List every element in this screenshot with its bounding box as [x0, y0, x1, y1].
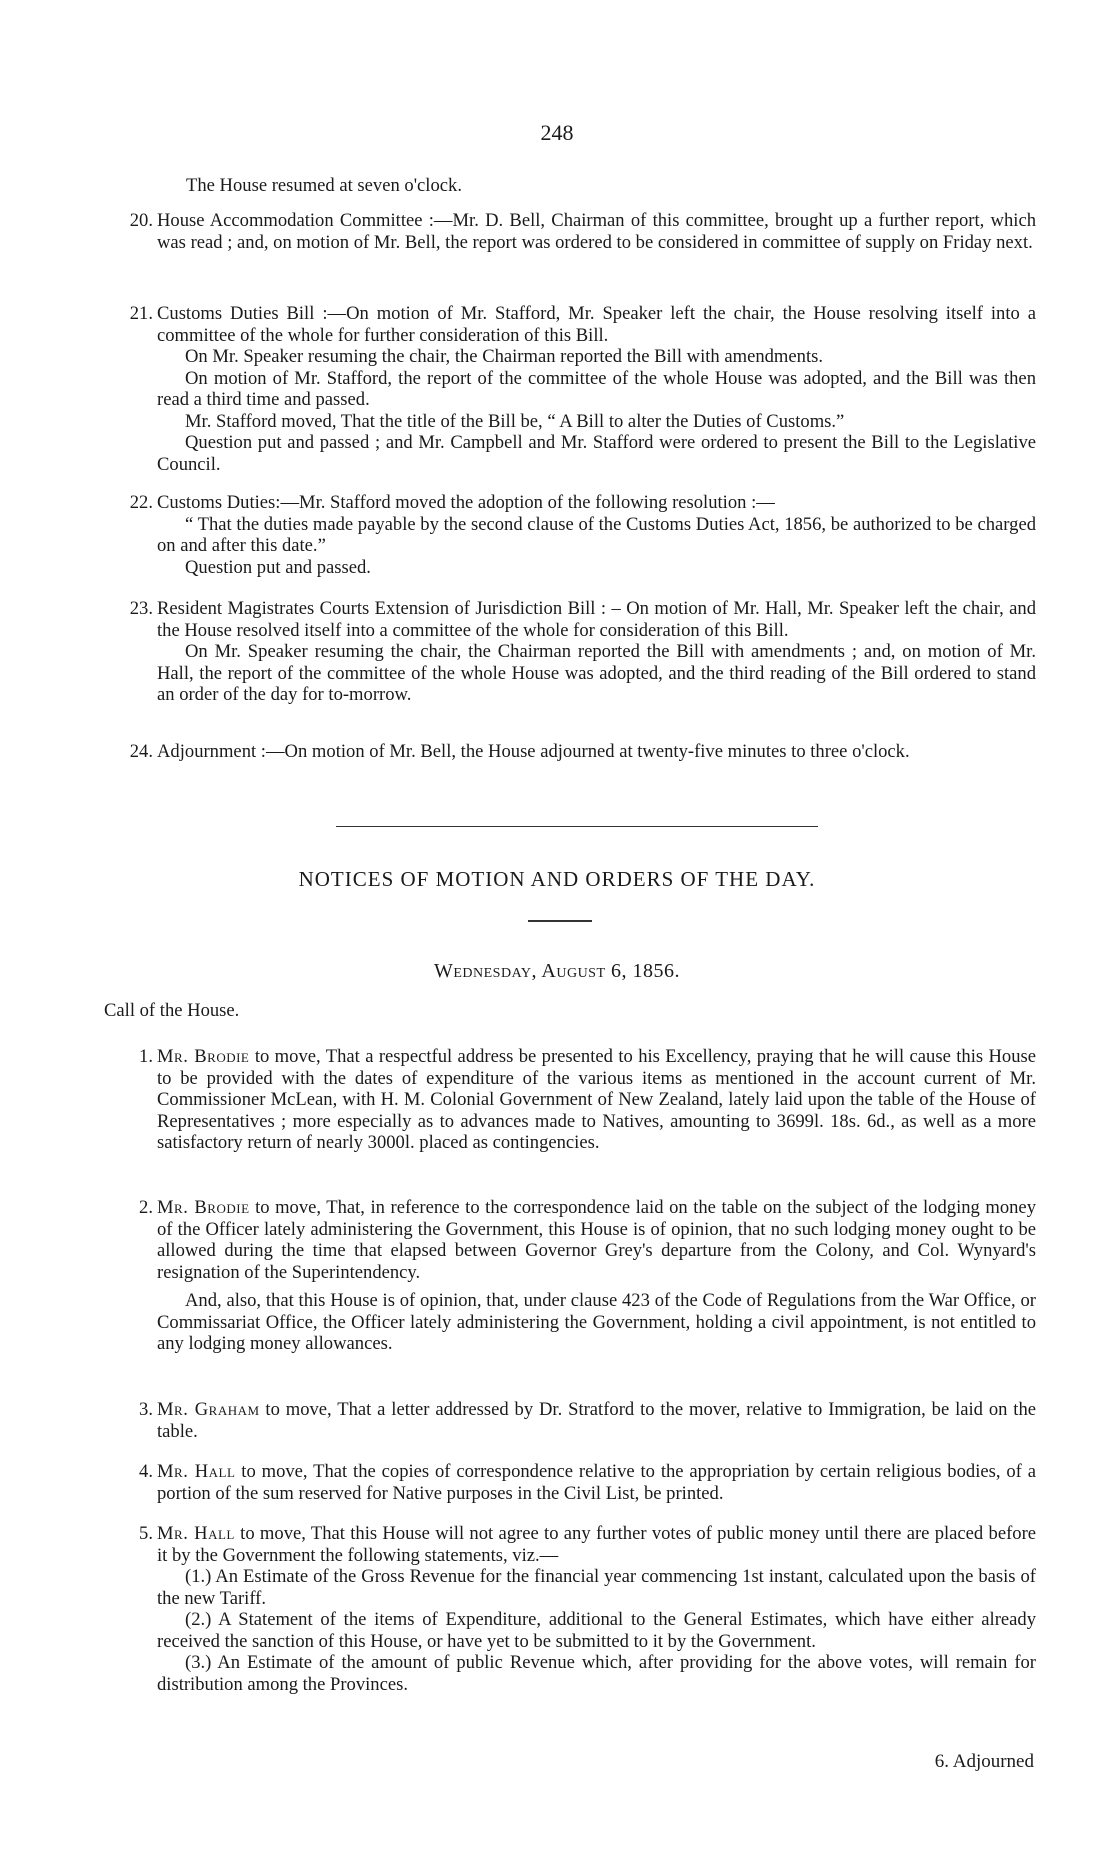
- item-text: Mr. Brodie to move, That, in reference to the correspondence laid on the table on the subject of the lodging money of the Officer lately administering the Government, this House is of opinion, that no such lodging money ought to be allowed during the time that elapsed between Governor Grey's departure from the Colony, and Col. Wynyard's resignation of the Superintendency.: [157, 1197, 1036, 1283]
- member-name: Mr. Hall: [157, 1523, 235, 1544]
- item-text: Mr. Graham to move, That a letter addressed by Dr. Stratford to the mover, relative to Immigration, be laid on the table.: [157, 1399, 1036, 1442]
- item-text: (2.) A Statement of the items of Expenditure, additional to the General Estimates, which have either already received the sanction of this House, or have yet to be submitted to it by the Government.: [157, 1609, 1036, 1652]
- house-resumed-note: The House resumed at seven o'clock.: [186, 175, 462, 196]
- item-number: 2.: [139, 1197, 153, 1218]
- item-number: 24.: [129, 741, 153, 762]
- proceeding-item-20: [129, 210, 1036, 253]
- item-text: Customs Duties:—Mr. Stafford moved the adoption of the following resolution :—: [157, 492, 775, 513]
- notice-item-2: [139, 1197, 1036, 1355]
- item-number: 22.: [129, 492, 153, 513]
- item-text: Customs Duties Bill :—On motion of Mr. Stafford, Mr. Speaker left the chair, the House resolving itself into a committee of the whole for further consideration of this Bill.: [157, 303, 1036, 346]
- notice-item-1: [139, 1046, 1037, 1154]
- notice-item-4: [139, 1461, 1036, 1504]
- item-text: Mr. Hall to move, That this House will not agree to any further votes of public money until there are placed before it by the Government the following statements, viz.—: [157, 1523, 1037, 1566]
- notice-item-3: [139, 1399, 1036, 1442]
- item-number: 5.: [139, 1523, 153, 1544]
- call-of-house: Call of the House.: [104, 1000, 240, 1021]
- item-text: (1.) An Estimate of the Gross Revenue for the financial year commencing 1st instant, calculated upon the basis of the new Tariff.: [157, 1566, 1036, 1609]
- heading-rule: [528, 920, 592, 922]
- sitting-date: Wednesday, August 6, 1856.: [433, 960, 681, 982]
- member-name: Mr. Brodie: [157, 1197, 250, 1218]
- proceeding-item-23: [129, 598, 1036, 706]
- item-text: On Mr. Speaker resuming the chair, the Chairman reported the Bill with amendments ; and, on motion of Mr. Hall, the report of the committee of the whole House was adopted, and the third reading of the Bill ordered to stand an order of the day for to-morrow.: [157, 641, 1036, 705]
- page-number: 248: [540, 120, 574, 145]
- proceeding-item-24: [129, 741, 1036, 763]
- item-text: Mr. Brodie to move, That a respectful address be presented to his Excellency, praying that he will cause this House to be provided with the dates of expenditure of the various items as mentioned in the account current of Mr. Commissioner McLean, with H. M. Colonial Government of New Zealand, lately laid upon the table of the House of Representatives ; more especially as to advances made to Natives, amounting to 3699l. 18s. 6d., as well as a more satisfactory return of nearly 3000l. placed as contingencies.: [157, 1046, 1037, 1153]
- item-text: Adjournment :—On motion of Mr. Bell, the House adjourned at twenty-five minutes to three o'clock.: [157, 741, 910, 762]
- item-text: Resident Magistrates Courts Extension of Jurisdiction Bill : – On motion of Mr. Hall, Mr. Speaker left the chair, and the House resolved itself into a committee of the whole for consideration of this Bill.: [157, 598, 1036, 641]
- item-number: 23.: [129, 598, 153, 619]
- proceeding-item-22: [129, 492, 1036, 578]
- member-name: Mr. Graham: [157, 1399, 260, 1420]
- item-number: 4.: [139, 1461, 153, 1482]
- item-text: Question put and passed ; and Mr. Campbell and Mr. Stafford were ordered to present the Bill to the Legislative Council.: [157, 432, 1036, 475]
- item-text: Mr. Hall to move, That the copies of correspondence relative to the appropriation by certain religious bodies, of a portion of the sum reserved for Native purposes in the Civil List, be printed.: [157, 1461, 1036, 1504]
- item-text: On motion of Mr. Stafford, the report of the committee of the whole House was adopted, and the Bill was then read a third time and passed.: [157, 367, 1036, 410]
- member-name: Mr. Brodie: [157, 1046, 250, 1067]
- item-text: Question put and passed.: [185, 556, 371, 578]
- item-number: 21.: [129, 303, 153, 324]
- catchword: 6. Adjourned: [934, 1751, 1034, 1772]
- item-text: Mr. Stafford moved, That the title of the Bill be, “ A Bill to alter the Duties of Customs.”: [185, 410, 845, 432]
- notices-heading: NOTICES OF MOTION AND ORDERS OF THE DAY.: [298, 867, 816, 891]
- notice-item-5: [139, 1523, 1037, 1695]
- item-text: (3.) An Estimate of the amount of public Revenue which, after providing for the above votes, will remain for distribution among the Provinces.: [157, 1652, 1036, 1695]
- item-number: 1.: [139, 1046, 153, 1067]
- item-number: 20.: [129, 210, 153, 231]
- item-text: On Mr. Speaker resuming the chair, the Chairman reported the Bill with amendments.: [185, 346, 823, 367]
- item-text: And, also, that this House is of opinion, that, under clause 423 of the Code of Regulations from the War Office, or Commissariat Office, the Officer lately administering the Government, holding a civil appointment, is not entitled to any lodging money allowances.: [157, 1290, 1036, 1354]
- item-text: House Accommodation Committee :—Mr. D. Bell, Chairman of this committee, brought up a further report, which was read ; and, on motion of Mr. Bell, the report was ordered to be considered in committee of supply on Friday next.: [157, 210, 1036, 253]
- member-name: Mr. Hall: [157, 1461, 236, 1482]
- item-text: “ That the duties made payable by the second clause of the Customs Duties Act, 1856, be authorized to be charged on and after this date.”: [157, 513, 1036, 556]
- proceeding-item-21: [129, 303, 1036, 475]
- item-number: 3.: [139, 1399, 153, 1420]
- section-divider: [336, 826, 818, 827]
